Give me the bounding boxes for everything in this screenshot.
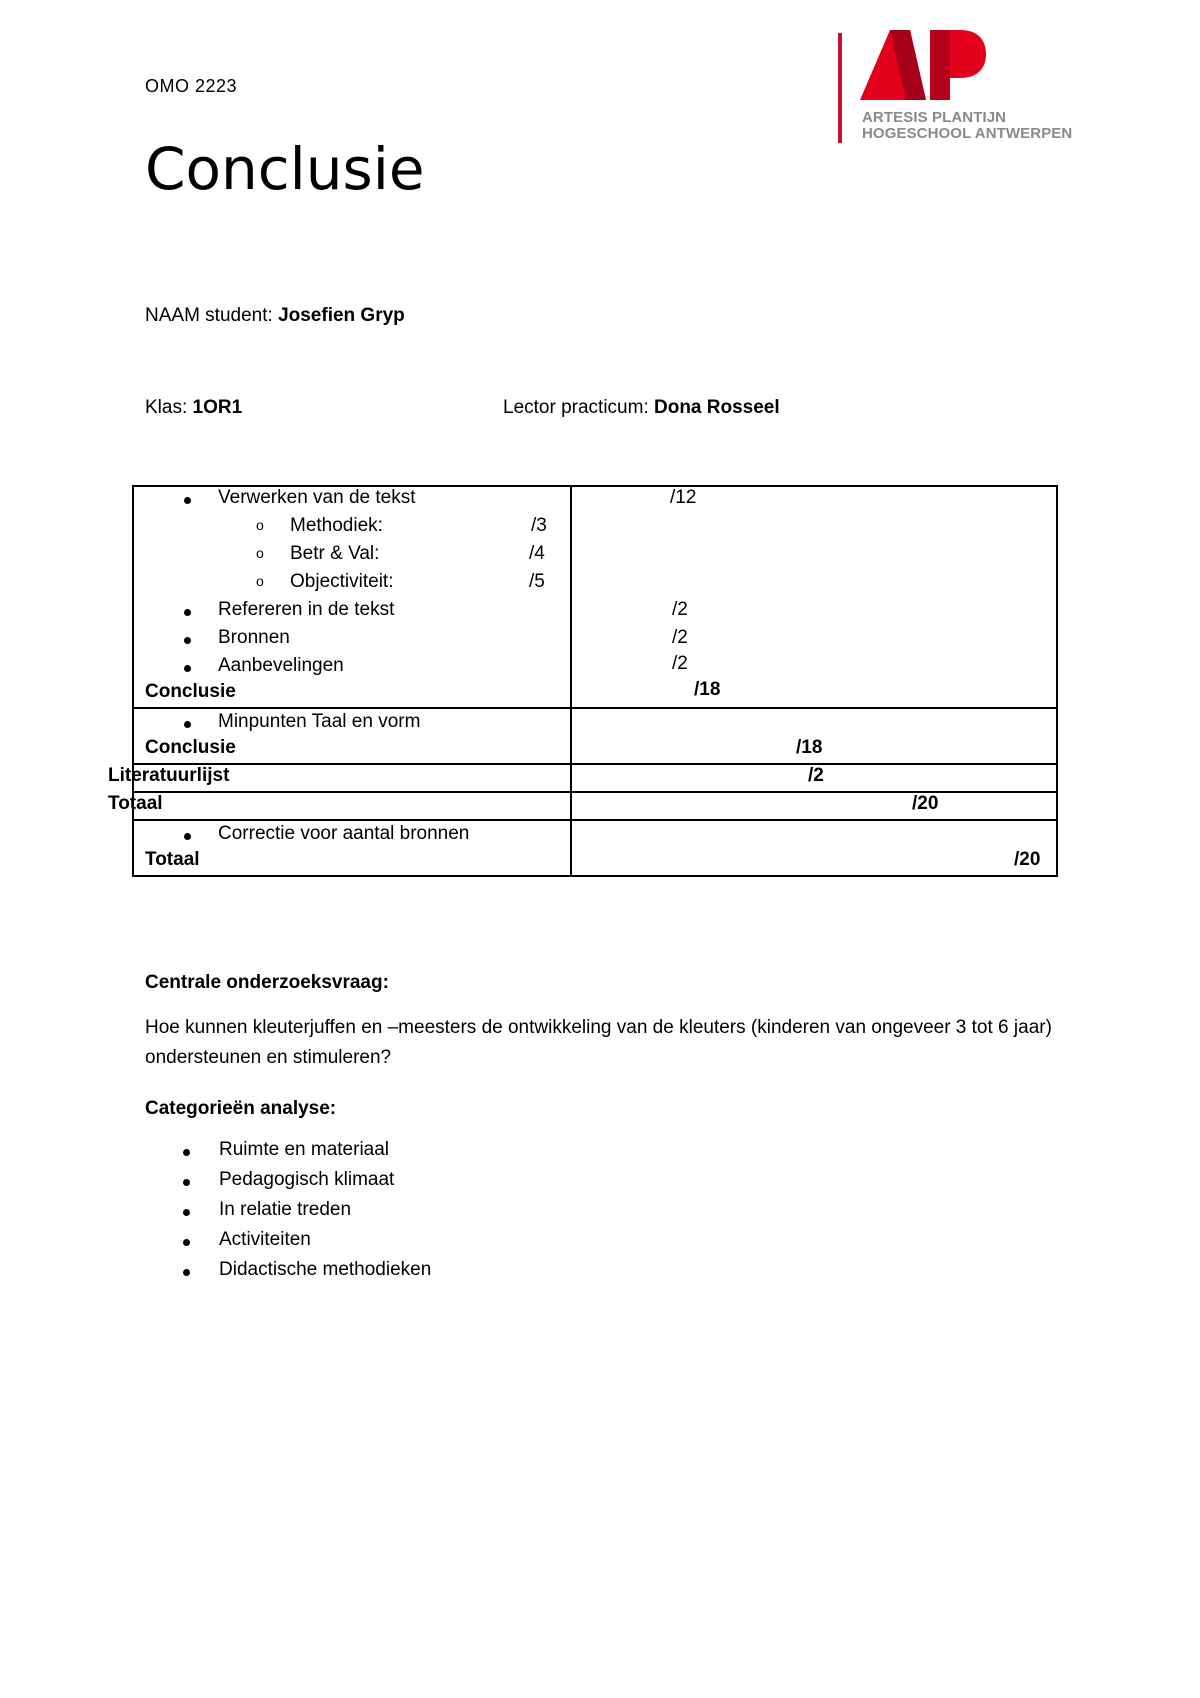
- literatuurlijst-label: Literatuurlijst: [108, 765, 230, 786]
- score-methodiek: /3: [531, 515, 547, 536]
- criterion-correctie: Correctie voor aantal bronnen: [218, 823, 470, 844]
- bullet-icon: [183, 1209, 190, 1216]
- bullet-icon: [184, 609, 191, 616]
- criterion-refereren: Refereren in de tekst: [218, 599, 395, 620]
- criterion-bronnen: Bronnen: [218, 627, 290, 648]
- score-betr-val: /4: [529, 543, 545, 564]
- score-bronnen: /2: [672, 627, 688, 648]
- score-aanbevelingen: /2: [672, 653, 688, 674]
- score-verwerken: /12: [670, 487, 697, 508]
- lector-value: Dona Rosseel: [654, 397, 780, 418]
- conclusie-label: Conclusie: [145, 737, 236, 758]
- bullet-icon: [184, 665, 191, 672]
- class-label: Klas:: [145, 397, 193, 418]
- score-refereren: /2: [672, 599, 688, 620]
- conclusie-label: Conclusie: [145, 681, 236, 702]
- circle-bullet-icon: o: [256, 517, 264, 533]
- grading-cell-criteria: [132, 791, 572, 821]
- research-question-text: Hoe kunnen kleuterjuffen en –meesters de ontwikkeling van de kleuters (kinderen van ongeveer 3 tot 6 jaar) ondersteunen en stimuleren?: [145, 1017, 1052, 1068]
- student-name-line: [145, 305, 405, 327]
- grading-row-main: [132, 485, 1058, 709]
- student-name-value: Josefien Gryp: [278, 305, 405, 326]
- totaal-score: /20: [1014, 849, 1041, 870]
- criterion-betr-val: Betr & Val:: [290, 543, 380, 564]
- bullet-icon: [183, 1269, 190, 1276]
- circle-bullet-icon: o: [256, 573, 264, 589]
- page-title: Conclusie: [145, 135, 425, 203]
- conclusie-score: /18: [694, 679, 721, 700]
- school-logo: [838, 30, 1078, 145]
- grading-cell-scores: [570, 819, 1058, 877]
- score-objectiviteit: /5: [529, 571, 545, 592]
- bullet-icon: [184, 637, 191, 644]
- class-line: [145, 397, 242, 419]
- criterion-objectiviteit: Objectiviteit:: [290, 571, 394, 592]
- research-question-heading: Centrale onderzoeksvraag:: [145, 972, 389, 993]
- student-name-label: NAAM student:: [145, 305, 279, 326]
- bullet-icon: [183, 1239, 190, 1246]
- grading-row-literatuurlijst: [108, 763, 1058, 793]
- grading-row-correctie: [132, 819, 1058, 877]
- ap-logo-mark: [860, 30, 990, 100]
- conclusie-score: /18: [796, 737, 823, 758]
- course-code: OMO 2223: [145, 76, 238, 96]
- criterion-aanbevelingen: Aanbevelingen: [218, 655, 344, 676]
- grading-cell-scores: [570, 485, 1058, 709]
- grading-table: [108, 485, 1058, 877]
- bullet-icon: [184, 833, 191, 840]
- totaal-label: Totaal: [108, 793, 163, 814]
- lector-label: Lector practicum:: [503, 397, 654, 418]
- grading-cell-scores: [570, 791, 1058, 821]
- grading-row-minpunten: [132, 707, 1058, 765]
- bullet-icon: [183, 1149, 190, 1156]
- class-value: 1OR1: [192, 397, 243, 418]
- bullet-icon: [183, 1179, 190, 1186]
- lector-line: [503, 397, 780, 419]
- logo-divider: [838, 33, 842, 143]
- totaal-label: Totaal: [145, 849, 200, 870]
- logo-wordmark: ARTESIS PLANTIJN HOGESCHOOL ANTWERPEN: [862, 109, 1073, 142]
- literatuurlijst-score: /2: [808, 765, 824, 786]
- criterion-minpunten: Minpunten Taal en vorm: [218, 711, 421, 732]
- totaal-score: /20: [912, 793, 939, 814]
- criterion-methodiek: Methodiek:: [290, 515, 383, 536]
- grading-row-totaal: [108, 791, 1058, 821]
- categories-heading: Categorieën analyse:: [145, 1098, 337, 1119]
- bullet-icon: [184, 721, 191, 728]
- criterion-verwerken: Verwerken van de tekst: [218, 487, 416, 508]
- circle-bullet-icon: o: [256, 545, 264, 561]
- bullet-icon: [184, 497, 191, 504]
